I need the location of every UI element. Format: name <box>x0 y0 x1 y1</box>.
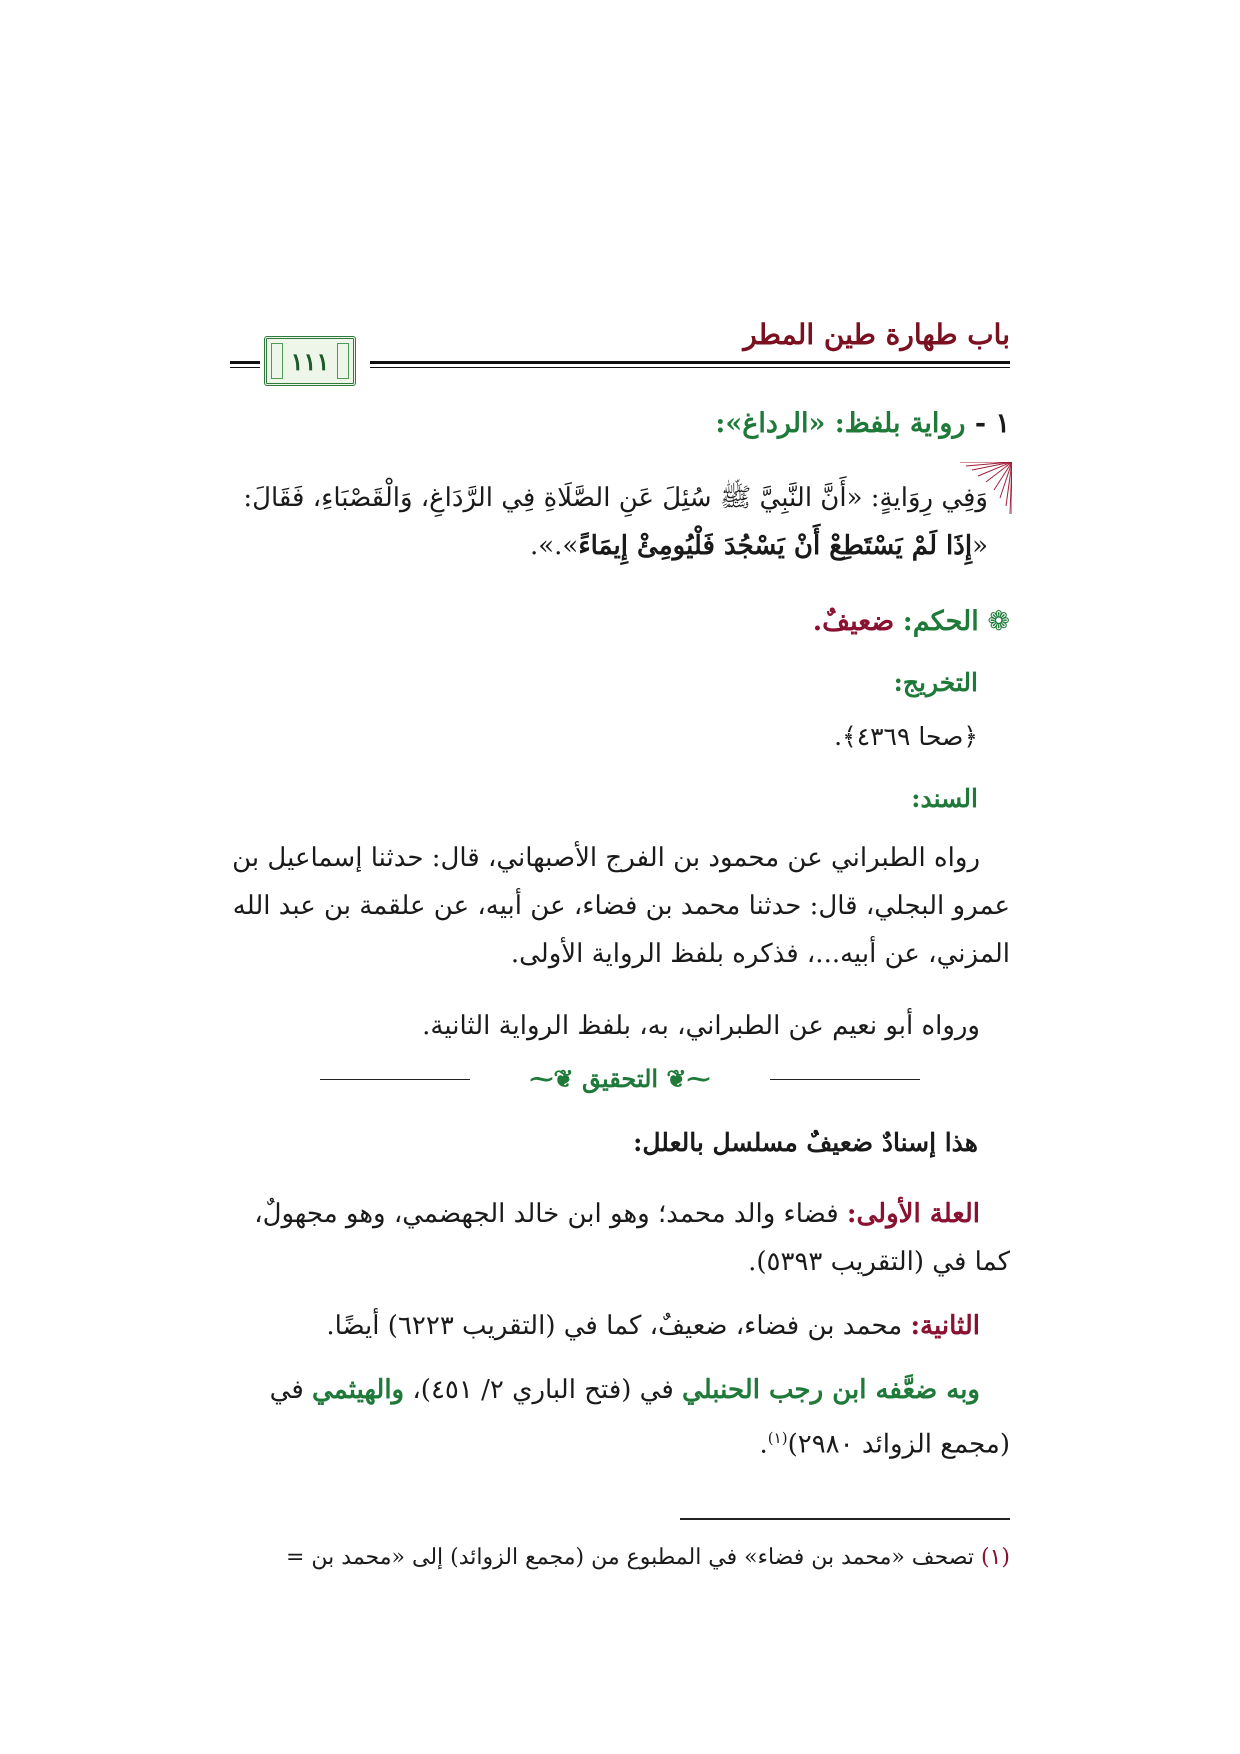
illa-2-label: الثانية: <box>910 1311 980 1341</box>
footnote <box>230 1538 1010 1578</box>
ruling-value: ضعيفٌ. <box>812 606 895 637</box>
header-rule-left <box>230 361 260 364</box>
page-number: ١١١ <box>290 346 330 376</box>
section-title: رواية بلفظ: «الرداغ»: <box>715 408 966 439</box>
ornament-icon: ⁓❦ <box>529 1064 582 1093</box>
illa-1-text: فضاء والد محمد؛ وهو ابن خالد الجهضمي، وهو مجهولٌ، كما في (التقريب ٥٣٩٣). <box>254 1199 1010 1277</box>
section-number: ١ - <box>974 408 1010 439</box>
illa-2-text: محمد بن فضاء، ضعيفٌ، كما في (التقريب ٦٢٢٣) أيضًا. <box>326 1311 911 1341</box>
sanad-label: السند: <box>911 784 978 813</box>
sanad-paragraph-1: رواه الطبراني عن محمود بن الفرج الأصبهاني، قال: حدثنا إسماعيل بن عمرو البجلي، قال: حدثنا محمد بن فضاء، عن أبيه، عن علقمة بن عبد الله المزني، عن أبيه...، فذكره بلفظ الرواية الأولى. <box>232 843 1010 969</box>
page-number-badge <box>264 336 356 386</box>
illa-3-text-2: في (مجمع الزوائد ٢٩٨٠) <box>269 1375 1010 1460</box>
illa-3-label-1: وبه ضعَّفه ابن رجب الحنبلي <box>682 1375 980 1405</box>
footnote-ref[interactable]: (١) <box>767 1429 788 1447</box>
divider-line-right <box>770 1079 920 1080</box>
header-rule <box>370 361 1010 364</box>
sanad-paragraph-2: ورواه أبو نعيم عن الطبراني، به، بلفظ الرواية الثانية. <box>422 1011 980 1041</box>
illa-2 <box>230 1302 1010 1350</box>
hadith-text <box>230 474 1010 570</box>
takhrij-reference: ﴿صحا ٤٣٦٩﴾. <box>834 722 978 751</box>
hadith-quote: إِذَا لَمْ يَسْتَطِعْ أَنْ يَسْجُدَ فَلْيُومِئْ إِيمَاءً <box>578 531 973 561</box>
hadith-intro: وَفِي رِوَايةٍ: « <box>846 483 988 513</box>
footnote-rule <box>680 1518 1010 1520</box>
flower-icon: ❁ <box>987 606 1010 637</box>
illa-1-label: العلة الأولى: <box>846 1199 980 1229</box>
illa-1 <box>230 1190 1010 1286</box>
section-heading <box>715 408 1010 439</box>
tahqiq-text: التحقيق <box>581 1064 659 1093</box>
illa-3-end: . <box>759 1429 768 1460</box>
hadith-body: أَنَّ النَّبِيَّ ﷺ سُئِلَ عَنِ الصَّلَاةِ فِي الرَّدَاغِ، وَالْقَصْبَاءِ، فَقَالَ: « <box>243 483 988 561</box>
takhrij-label: التخريج: <box>893 668 978 697</box>
verdict: هذا إسنادٌ ضعيفٌ مسلسل بالعلل: <box>633 1128 978 1157</box>
illa-3-label-2: والهيثمي <box>312 1375 405 1405</box>
ornament-icon: ❦⁓ <box>658 1064 711 1093</box>
chapter-title: باب طهارة طين المطر <box>743 318 1010 351</box>
footnote-number: (١) <box>980 1545 1010 1570</box>
hadith-end: ».». <box>530 531 579 561</box>
footnote-text: تصحف «محمد بن فضاء» في المطبوع من (مجمع الزوائد) إلى «محمد بن = <box>286 1545 981 1570</box>
header-rule-left-thin <box>230 367 260 368</box>
header-rule-thin <box>370 367 1010 368</box>
illa-3 <box>230 1366 1010 1469</box>
tahqiq-divider <box>320 1064 920 1094</box>
illa-3-text-1: في (فتح الباري ٢/ ٤٥١)، <box>404 1375 683 1405</box>
ruling-label: الحكم: <box>902 606 979 637</box>
ruling-line <box>813 606 1010 637</box>
